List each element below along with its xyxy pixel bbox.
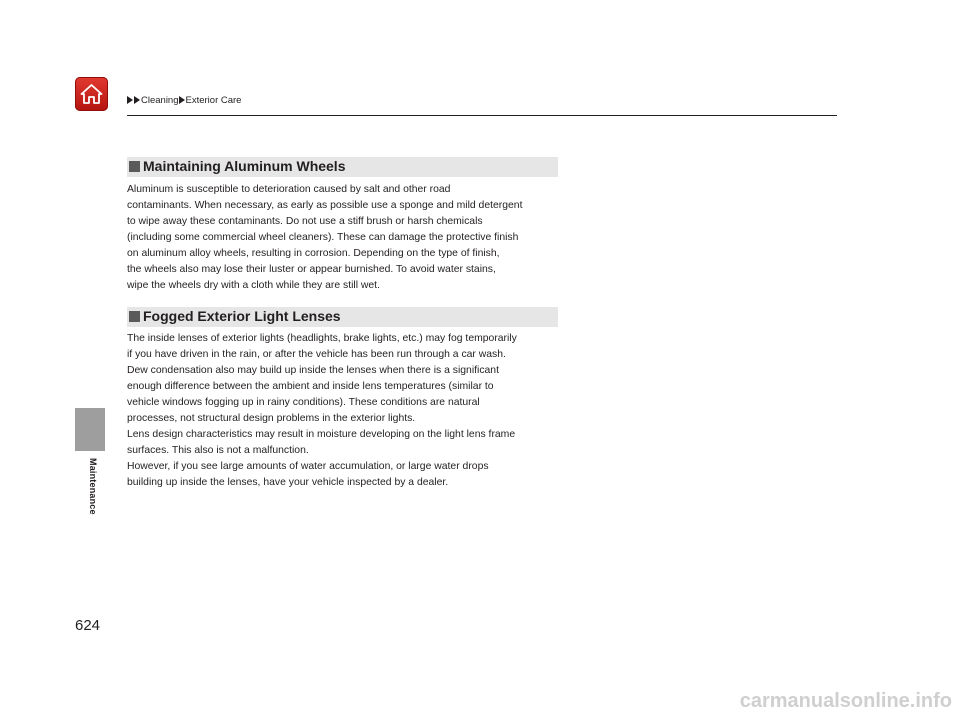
- text-line: vehicle windows fogging up in rainy conditions). These conditions are natural: [127, 397, 480, 408]
- breadcrumb-item-cleaning[interactable]: Cleaning: [141, 95, 179, 106]
- watermark: carmanualsonline.info: [739, 690, 952, 712]
- text-line: wipe the wheels dry with a cloth while they are still wet.: [127, 280, 380, 291]
- text-line: processes, not structural design problems in the exterior lights.: [127, 413, 416, 424]
- home-button[interactable]: [75, 77, 108, 111]
- paragraph-aluminum-wheels: [127, 182, 567, 294]
- chapter-label: Maintenance: [88, 458, 98, 515]
- text-line: contaminants. When necessary, as early as possible use a sponge and mild detergent: [127, 200, 523, 211]
- text-line: the wheels also may lose their luster or appear burnished. To avoid water stains,: [127, 264, 496, 275]
- section-title: Maintaining Aluminum Wheels: [143, 158, 346, 174]
- square-bullet-icon: [129, 311, 140, 322]
- breadcrumb-item-exterior-care[interactable]: Exterior Care: [185, 95, 242, 106]
- chapter-tab[interactable]: [75, 408, 105, 451]
- text-line: However, if you see large amounts of water accumulation, or large water drops: [127, 461, 489, 472]
- text-line: if you have driven in the rain, or after the vehicle has been run through a car wash.: [127, 349, 506, 360]
- triangle-right-icon: [127, 96, 133, 104]
- section-title: Fogged Exterior Light Lenses: [143, 308, 341, 324]
- breadcrumb: [127, 95, 241, 106]
- text-line: The inside lenses of exterior lights (headlights, brake lights, etc.) may fog temporarily: [127, 333, 517, 344]
- text-line: Aluminum is susceptible to deterioration caused by salt and other road: [127, 184, 451, 195]
- square-bullet-icon: [129, 161, 140, 172]
- section-heading-fogged-lenses: [127, 307, 558, 327]
- text-line: Lens design characteristics may result in moisture developing on the light lens frame: [127, 429, 516, 440]
- text-line: building up inside the lenses, have your vehicle inspected by a dealer.: [127, 477, 449, 488]
- text-line: on aluminum alloy wheels, resulting in corrosion. Depending on the type of finish,: [127, 248, 500, 259]
- text-line: (including some commercial wheel cleaners). These can damage the protective finish: [127, 232, 519, 243]
- paragraph-fogged-lenses: [127, 331, 567, 491]
- text-line: Dew condensation also may build up inside the lenses when there is a significant: [127, 365, 499, 376]
- text-line: enough difference between the ambient and inside lens temperatures (similar to: [127, 381, 494, 392]
- text-line: to wipe away these contaminants. Do not use a stiff brush or harsh chemicals: [127, 216, 483, 227]
- triangle-right-icon: [134, 96, 140, 104]
- header-divider: [127, 115, 837, 116]
- home-icon: [79, 82, 104, 106]
- triangle-right-icon: [179, 96, 185, 104]
- text-line: surfaces. This also is not a malfunction.: [127, 445, 309, 456]
- page-number: 624: [75, 617, 101, 634]
- section-heading-aluminum-wheels: [127, 157, 558, 177]
